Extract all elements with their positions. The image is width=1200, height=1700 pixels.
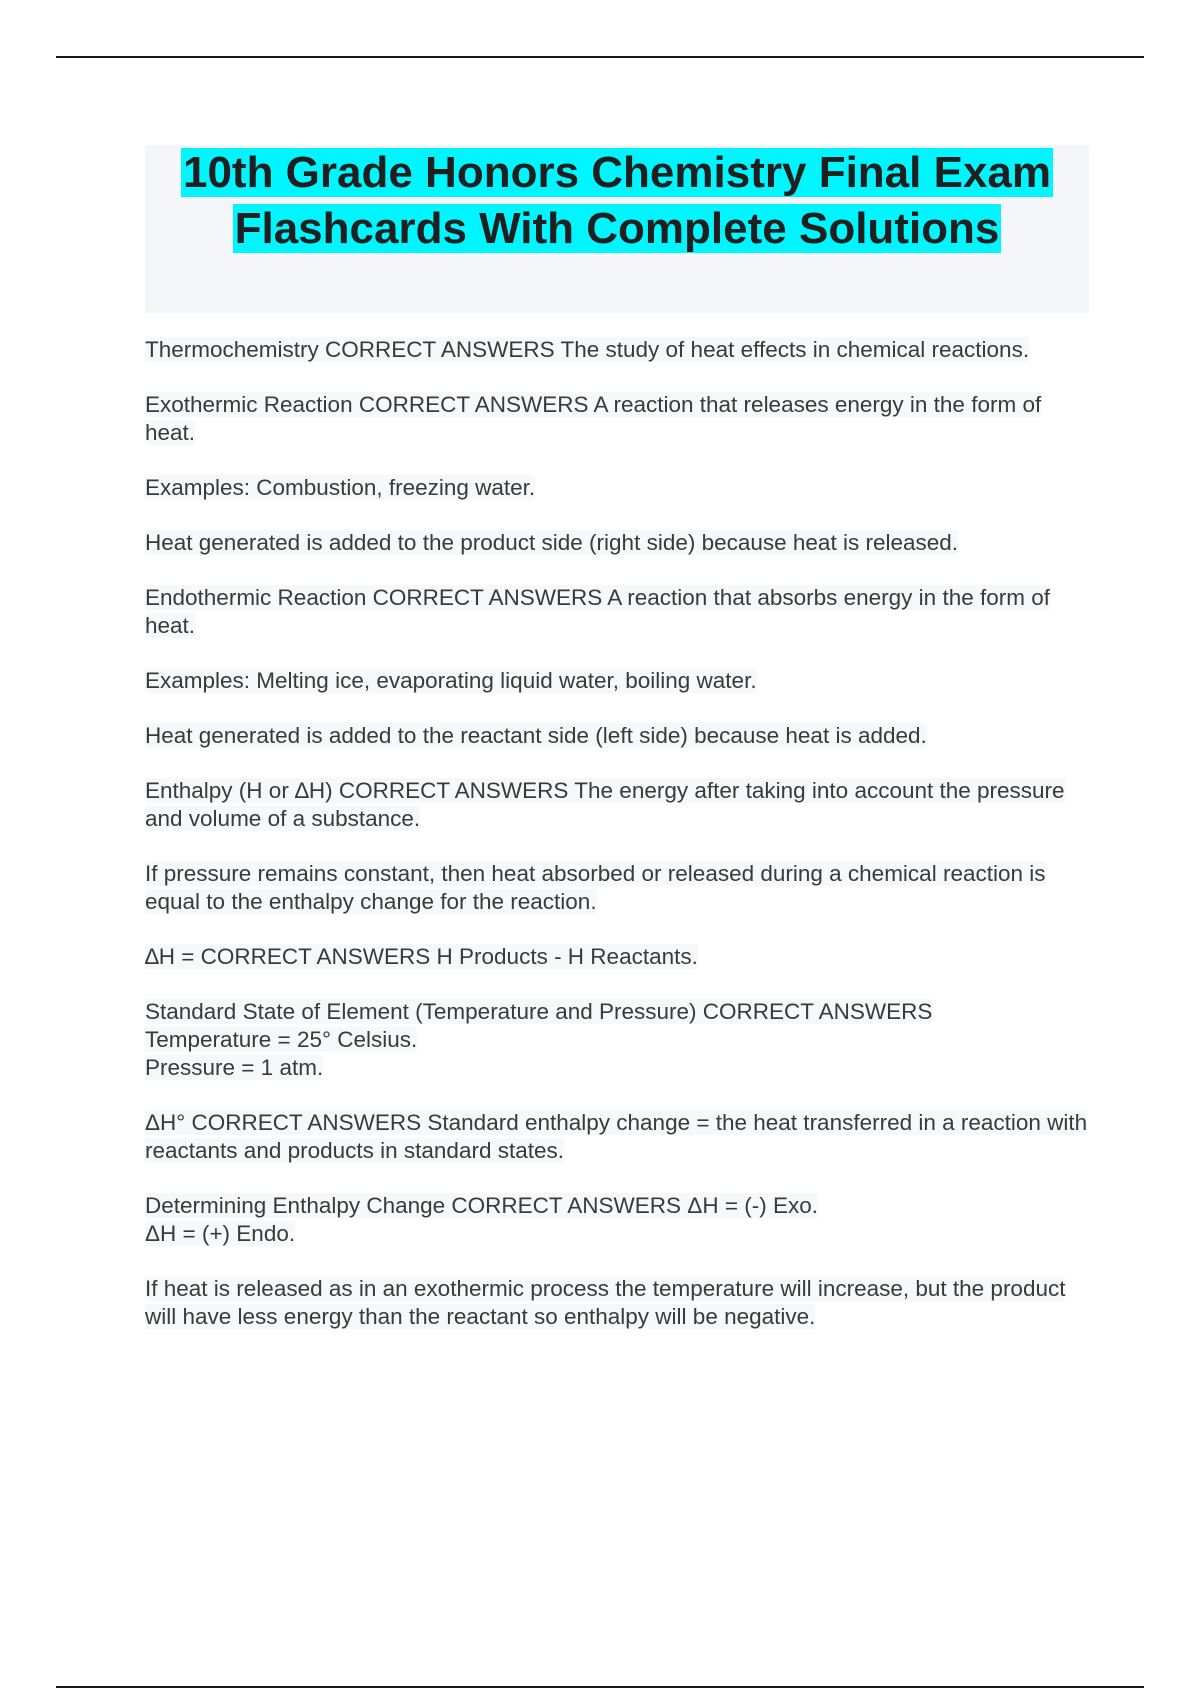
footer-rule — [56, 1686, 1144, 1688]
flashcard-10: Standard State of Element (Temperature and Pressure) CORRECT ANSWERS Temperature = 25° Celsius. Pressure = 1 atm. — [145, 999, 933, 1080]
title-highlight: 10th Grade Honors Chemistry Final Exam Flashcards With Complete Solutions — [182, 148, 1052, 253]
flashcard-list — [145, 336, 1095, 1358]
flashcard-3: Heat generated is added to the product side (right side) because heat is released. — [145, 530, 959, 555]
flashcard-8: If pressure remains constant, then heat absorbed or released during a chemical reaction is equal to the enthalpy change for the reaction. — [145, 861, 1046, 914]
flashcard-1: Exothermic Reaction CORRECT ANSWERS A reaction that releases energy in the form of heat. — [145, 392, 1042, 445]
flashcard-0: Thermochemistry CORRECT ANSWERS The study of heat effects in chemical reactions. — [145, 337, 1030, 362]
flashcard-6: Heat generated is added to the reactant side (left side) because heat is added. — [145, 723, 927, 748]
flashcard-5: Examples: Melting ice, evaporating liquid water, boiling water. — [145, 668, 757, 693]
flashcard-13: If heat is released as in an exothermic process the temperature will increase, but the product will have less energy than the reactant so enthalpy will be negative. — [145, 1276, 1066, 1329]
flashcard-2: Examples: Combustion, freezing water. — [145, 475, 536, 500]
flashcard-12: Determining Enthalpy Change CORRECT ANSWERS ΔH = (-) Exo. ΔH = (+) Endo. — [145, 1193, 818, 1246]
flashcard-9: ∆H = CORRECT ANSWERS H Products - H Reactants. — [145, 944, 698, 969]
flashcard-7: Enthalpy (H or ∆H) CORRECT ANSWERS The energy after taking into account the pressure and volume of a substance. — [145, 778, 1065, 831]
flashcard-11: ΔH° CORRECT ANSWERS Standard enthalpy change = the heat transferred in a reaction with reactants and products in standard states. — [145, 1110, 1088, 1163]
flashcard-4: Endothermic Reaction CORRECT ANSWERS A reaction that absorbs energy in the form of heat. — [145, 585, 1050, 638]
header-rule — [56, 56, 1144, 58]
title-box — [145, 145, 1089, 313]
document-title — [145, 145, 1089, 257]
